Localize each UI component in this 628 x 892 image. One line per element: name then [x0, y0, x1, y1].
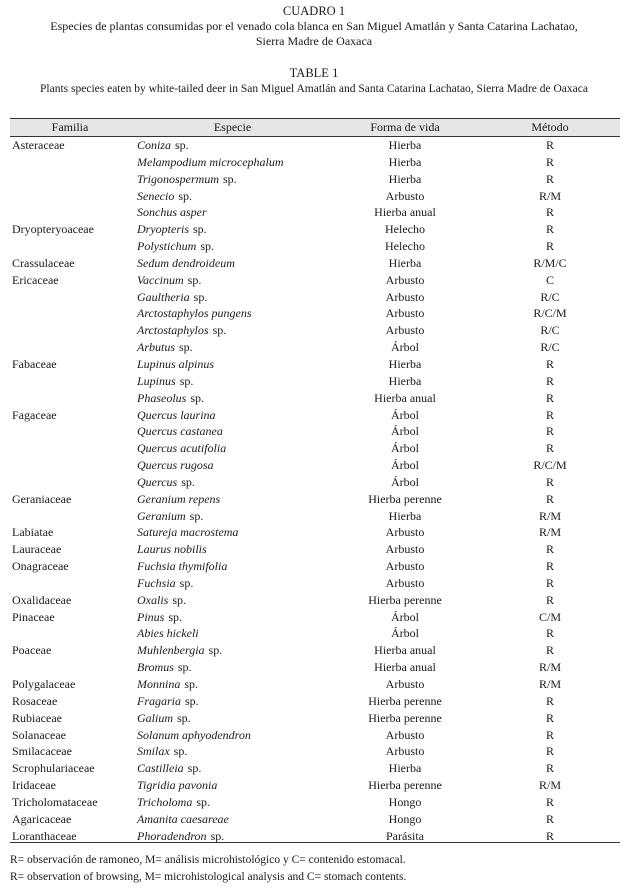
cell-forma-de-vida: Árbol — [391, 609, 419, 624]
species-name: Bromus — [137, 660, 174, 675]
species-name: Laurus nobilis — [137, 542, 207, 557]
table-row — [0, 339, 628, 356]
table-row — [0, 592, 628, 609]
cell-especie — [137, 272, 201, 289]
cell-metodo: R/C — [540, 323, 560, 338]
cell-metodo: R/M — [538, 188, 561, 203]
species-abbrev: sp. — [187, 272, 202, 287]
species-abbrev: sp. — [179, 575, 194, 590]
cell-forma-de-vida: Hierba anual — [374, 660, 436, 675]
table-row — [0, 255, 628, 272]
cell-forma-de-vida: Arbusto — [385, 744, 425, 759]
species-abbrev: sp. — [179, 373, 194, 388]
species-abbrev: sp. — [196, 794, 211, 809]
cell-forma-de-vida: Hierba — [388, 255, 422, 270]
cell-especie — [137, 339, 193, 356]
species-abbrev: sp. — [177, 710, 191, 725]
cell-metodo: C — [545, 272, 554, 287]
cell-especie — [137, 154, 284, 171]
cell-metodo: R — [545, 744, 554, 759]
cell-especie — [137, 137, 189, 154]
species-name: Quercus laurina — [137, 407, 216, 422]
species-name: Fuchsia — [137, 575, 176, 590]
cell-especie — [137, 204, 207, 221]
cell-forma-de-vida: Helecho — [385, 222, 425, 237]
cell-especie — [137, 592, 186, 609]
species-name: Castilleia — [137, 761, 184, 776]
cell-forma-de-vida: Arbusto — [385, 525, 425, 540]
table-row — [0, 743, 628, 760]
species-name: Oxalis — [137, 592, 169, 607]
species-name: Galium — [137, 710, 173, 725]
table-row — [0, 390, 628, 407]
cell-especie — [137, 474, 195, 491]
cell-especie — [137, 221, 207, 238]
species-name: Smilax — [137, 744, 170, 759]
species-name: Lupinus alpinus — [137, 356, 215, 371]
cell-familia: Geraniaceae — [12, 491, 72, 506]
cell-especie — [137, 457, 214, 474]
species-name: Fuchsia thymifolia — [137, 559, 228, 574]
cell-forma-de-vida: Hierba — [388, 761, 422, 776]
cell-metodo: R — [545, 239, 554, 254]
cell-forma-de-vida: Arbusto — [385, 559, 425, 574]
cell-familia: Iridaceae — [12, 778, 56, 793]
cell-metodo: R — [545, 693, 554, 708]
cell-metodo: R/M — [538, 660, 561, 675]
caption-title-es-line2: Sierra Madre de Oaxaca — [255, 34, 373, 48]
table-row — [0, 659, 628, 676]
table-body — [0, 137, 628, 844]
species-abbrev: sp. — [173, 744, 188, 759]
cell-forma-de-vida: Hongo — [388, 811, 422, 826]
cell-metodo: R — [545, 575, 554, 590]
cell-forma-de-vida: Árbol — [391, 441, 419, 456]
species-name: Tricholoma — [137, 794, 193, 809]
table-row — [0, 221, 628, 238]
species-abbrev: sp. — [187, 761, 202, 776]
cell-especie — [137, 760, 201, 777]
cell-familia: Lauraceae — [12, 542, 62, 557]
table-row — [0, 727, 628, 744]
cell-especie — [137, 171, 237, 188]
table-row — [0, 693, 628, 710]
cell-metodo: R — [545, 828, 554, 843]
table-top-rule — [10, 118, 620, 119]
species-name: Sedum dendroideum — [137, 255, 235, 270]
cell-especie — [137, 811, 229, 828]
cell-especie — [137, 625, 199, 642]
cell-forma-de-vida: Árbol — [391, 474, 419, 489]
caption-title-en: Plants species eaten by white-tailed deer in San Miguel Amatlán and Santa Catarina Lachatao, Sierra Madre de Oaxaca — [40, 83, 588, 95]
cell-metodo: R — [545, 710, 554, 725]
species-name: Sonchus asper — [137, 205, 207, 220]
cell-forma-de-vida: Arbusto — [385, 323, 425, 338]
table-row — [0, 289, 628, 306]
cell-especie — [137, 407, 216, 424]
cell-especie — [137, 558, 227, 575]
cell-metodo: R — [545, 811, 554, 826]
table-row — [0, 558, 628, 575]
cell-especie — [137, 423, 223, 440]
cell-metodo: R/C/M — [533, 458, 567, 473]
cell-especie — [137, 188, 192, 205]
cell-metodo: R — [545, 222, 554, 237]
cell-forma-de-vida: Parásita — [386, 828, 424, 843]
species-abbrev: sp. — [189, 508, 204, 523]
species-abbrev: sp. — [178, 188, 192, 203]
table-row — [0, 204, 628, 221]
species-name: Arbutus — [137, 340, 176, 355]
species-name: Monnina — [137, 677, 181, 691]
species-name: Fragaria — [137, 693, 182, 708]
cell-metodo: R — [545, 390, 554, 405]
cell-forma-de-vida: Árbol — [391, 626, 419, 641]
cell-forma-de-vida: Hierba — [388, 171, 422, 186]
cell-familia: Rubiaceae — [12, 710, 62, 725]
table-row — [0, 777, 628, 794]
species-name: Quercus castanea — [137, 424, 223, 439]
cell-forma-de-vida: Hierba — [388, 154, 422, 169]
cell-forma-de-vida: Arbusto — [385, 306, 425, 321]
cell-metodo: R — [545, 171, 554, 186]
table-row — [0, 356, 628, 373]
cell-especie — [137, 390, 204, 407]
cell-familia: Asteraceae — [12, 138, 65, 152]
cell-metodo: R/C/M — [533, 306, 567, 321]
cell-metodo: R — [545, 542, 554, 557]
species-abbrev: sp. — [175, 138, 189, 152]
table-row — [0, 440, 628, 457]
cell-forma-de-vida: Hierba — [388, 138, 422, 152]
table-row — [0, 524, 628, 541]
species-name: Tigridia pavonia — [137, 778, 218, 793]
species-abbrev: sp. — [177, 660, 192, 675]
cell-familia: Pinaceae — [12, 609, 55, 624]
cell-metodo: R — [545, 643, 554, 658]
species-name: Pinus — [137, 609, 165, 624]
cell-metodo: R/M — [538, 677, 561, 691]
table-row — [0, 322, 628, 339]
table-row — [0, 137, 628, 154]
table-row — [0, 625, 628, 642]
table-row — [0, 238, 628, 255]
table-row — [0, 609, 628, 626]
cell-especie — [137, 642, 222, 659]
table-row — [0, 171, 628, 188]
cell-metodo: R — [545, 491, 554, 506]
cell-metodo: R — [545, 559, 554, 574]
table-row — [0, 508, 628, 525]
species-name: Quercus rugosa — [137, 458, 214, 473]
cell-familia: Smilacaceae — [12, 744, 72, 759]
cell-especie — [137, 289, 207, 306]
cell-especie — [137, 609, 182, 626]
cell-familia: Crassulaceae — [12, 255, 75, 270]
species-name: Quercus — [137, 474, 178, 489]
species-name: Amanita caesareae — [137, 811, 229, 826]
cell-forma-de-vida: Hierba perenne — [368, 491, 442, 506]
cell-especie — [137, 255, 235, 272]
cell-metodo: R — [545, 138, 554, 152]
species-name: Geranium — [137, 508, 186, 523]
cell-forma-de-vida: Arbusto — [385, 272, 425, 287]
cell-metodo: R — [545, 205, 554, 220]
table-row — [0, 154, 628, 171]
cell-forma-de-vida: Arbusto — [385, 677, 425, 691]
cell-familia: Fagaceae — [12, 407, 57, 422]
cell-metodo: R/M — [538, 508, 561, 523]
table-row — [0, 305, 628, 322]
cell-forma-de-vida: Hierba — [388, 356, 422, 371]
caption-label-en: TABLE 1 — [289, 66, 339, 80]
table-row — [0, 710, 628, 727]
cell-especie — [137, 777, 217, 794]
species-name: Abies hickeli — [137, 626, 199, 641]
cell-forma-de-vida: Hierba perenne — [368, 693, 442, 708]
cell-especie — [137, 693, 199, 710]
cell-especie — [137, 710, 191, 727]
species-abbrev: sp. — [172, 592, 187, 607]
cell-forma-de-vida: Hierba perenne — [368, 778, 442, 793]
cell-forma-de-vida: Arbusto — [385, 727, 425, 742]
species-name: Trigonospermum — [137, 171, 220, 186]
cell-familia: Poaceae — [12, 643, 52, 658]
cell-especie — [137, 524, 238, 541]
cell-forma-de-vida: Hierba anual — [374, 643, 436, 658]
species-name: Vaccinum — [137, 272, 184, 287]
species-name: Arctostaphylos — [137, 323, 209, 338]
cell-familia: Oxalidaceae — [12, 592, 72, 607]
species-name: Muhlenbergia — [137, 643, 205, 658]
species-name: Quercus acutifolia — [137, 441, 227, 456]
footnote-es: R= observación de ramoneo, M= análisis microhistológico y C= contenido estomacal. — [10, 854, 406, 866]
cell-especie — [137, 676, 198, 693]
cell-forma-de-vida: Árbol — [391, 458, 419, 473]
cell-forma-de-vida: Árbol — [391, 407, 419, 422]
cell-metodo: R/M — [538, 525, 561, 540]
species-abbrev: sp. — [210, 828, 225, 843]
column-header-metodo: Método — [531, 120, 569, 134]
species-abbrev: sp. — [212, 323, 227, 338]
cell-metodo: R/M — [538, 778, 561, 793]
species-name: Satureja macrostema — [137, 525, 239, 540]
cell-especie — [137, 575, 193, 592]
cell-metodo: R — [545, 592, 554, 607]
cell-metodo: R — [545, 794, 554, 809]
cell-metodo: R — [545, 373, 554, 388]
table-row — [0, 188, 628, 205]
caption-title-es: Especies de plantas consumidas por el venado cola blanca en San Miguel Amatlán y Santa Catarina Lachatao, — [50, 19, 578, 33]
caption-label-es: CUADRO 1 — [282, 4, 346, 18]
cell-metodo: R — [545, 474, 554, 489]
cell-forma-de-vida: Hierba — [388, 508, 422, 523]
cell-forma-de-vida: Hierba perenne — [368, 592, 442, 607]
cell-metodo: R/C — [540, 340, 560, 355]
species-name: Lupinus — [137, 373, 176, 388]
column-header-especie: Especie — [213, 120, 252, 134]
species-abbrev: sp. — [179, 340, 193, 355]
column-header-forma-de-vida: Forma de vida — [370, 120, 440, 134]
cell-forma-de-vida: Hierba — [388, 373, 422, 388]
table-bottom-rule — [10, 842, 620, 843]
species-abbrev: sp. — [184, 677, 199, 691]
cell-especie — [137, 794, 210, 811]
table-row — [0, 373, 628, 390]
species-name: Solanum aphyodendron — [137, 727, 251, 742]
cell-especie — [137, 305, 252, 322]
cell-forma-de-vida: Hierba anual — [374, 205, 436, 220]
cell-metodo: R — [545, 626, 554, 641]
cell-especie — [137, 541, 207, 558]
table-row — [0, 272, 628, 289]
column-header-familia: Familia — [51, 120, 89, 134]
species-abbrev: sp. — [181, 474, 195, 489]
table-row — [0, 642, 628, 659]
table-row — [0, 457, 628, 474]
cell-metodo: R/C — [540, 289, 560, 304]
cell-metodo: C/M — [538, 609, 561, 624]
cell-familia: Loranthaceae — [12, 828, 77, 843]
species-abbrev: sp. — [193, 289, 208, 304]
species-abbrev: sp. — [193, 222, 207, 237]
cell-metodo: R — [545, 407, 554, 422]
cell-forma-de-vida: Árbol — [391, 424, 419, 439]
cell-forma-de-vida: Arbusto — [385, 575, 425, 590]
cell-metodo: R — [545, 441, 554, 456]
table-row — [0, 407, 628, 424]
cell-especie — [137, 356, 214, 373]
table-row — [0, 491, 628, 508]
table-row — [0, 575, 628, 592]
table-row — [0, 541, 628, 558]
species-name: Melampodium microcephalum — [137, 154, 284, 169]
cell-especie — [137, 238, 214, 255]
species-abbrev: sp. — [168, 609, 183, 624]
table-row — [0, 794, 628, 811]
species-abbrev: sp. — [200, 239, 214, 254]
cell-forma-de-vida: Arbusto — [385, 188, 425, 203]
cell-forma-de-vida: Hongo — [388, 794, 422, 809]
cell-especie — [137, 373, 193, 390]
cell-metodo: R — [545, 761, 554, 776]
footnote-en: R= observation of browsing, M= microhistological analysis and C= stomach contents. — [10, 871, 407, 883]
cell-forma-de-vida: Hierba perenne — [368, 710, 442, 725]
cell-familia: Scrophulariaceae — [12, 761, 95, 776]
cell-metodo: R — [545, 424, 554, 439]
species-name: Polystichum — [137, 239, 197, 254]
cell-forma-de-vida: Árbol — [391, 340, 419, 355]
species-name: Phoradendron — [137, 828, 207, 843]
species-name: Gaultheria — [137, 289, 190, 304]
cell-familia: Solanaceae — [12, 727, 66, 742]
cell-metodo: R — [545, 154, 554, 169]
cell-especie — [137, 440, 226, 457]
cell-familia: Ericaceae — [12, 272, 59, 287]
species-name: Geranium repens — [137, 491, 221, 506]
cell-familia: Dryopteryoaceae — [12, 222, 94, 237]
cell-familia: Fabaceae — [12, 356, 57, 371]
cell-metodo: R/M/C — [533, 255, 567, 270]
species-abbrev: sp. — [208, 643, 223, 658]
cell-especie — [137, 727, 251, 744]
cell-especie — [137, 322, 226, 339]
species-name: Arctostaphylos pungens — [137, 306, 252, 321]
table-row — [0, 474, 628, 491]
cell-familia: Tricholomataceae — [12, 794, 98, 809]
table-row — [0, 760, 628, 777]
cell-familia: Labiatae — [12, 525, 54, 540]
cell-forma-de-vida: Helecho — [385, 239, 425, 254]
species-name: Coniza — [137, 138, 172, 152]
cell-familia: Agaricaceae — [12, 811, 72, 826]
species-abbrev: sp. — [185, 693, 199, 708]
cell-metodo: R — [545, 727, 554, 742]
cell-forma-de-vida: Arbusto — [385, 542, 425, 557]
cell-familia: Polygalaceae — [12, 677, 76, 691]
species-name: Dryopteris — [137, 222, 189, 237]
cell-familia: Rosaceae — [12, 693, 58, 708]
cell-especie — [137, 743, 187, 760]
species-abbrev: sp. — [223, 171, 237, 186]
cell-forma-de-vida: Arbusto — [385, 289, 425, 304]
table-row — [0, 811, 628, 828]
cell-especie — [137, 659, 192, 676]
species-name: Phaseolus — [137, 390, 187, 405]
cell-forma-de-vida: Hierba anual — [374, 390, 436, 405]
cell-familia: Onagraceae — [12, 559, 69, 574]
cell-metodo: R — [545, 356, 554, 371]
table-row — [0, 676, 628, 693]
table-row — [0, 423, 628, 440]
species-abbrev: sp. — [190, 390, 205, 405]
species-name: Senecio — [137, 188, 175, 203]
cell-especie — [137, 508, 203, 525]
cell-especie — [137, 491, 220, 508]
